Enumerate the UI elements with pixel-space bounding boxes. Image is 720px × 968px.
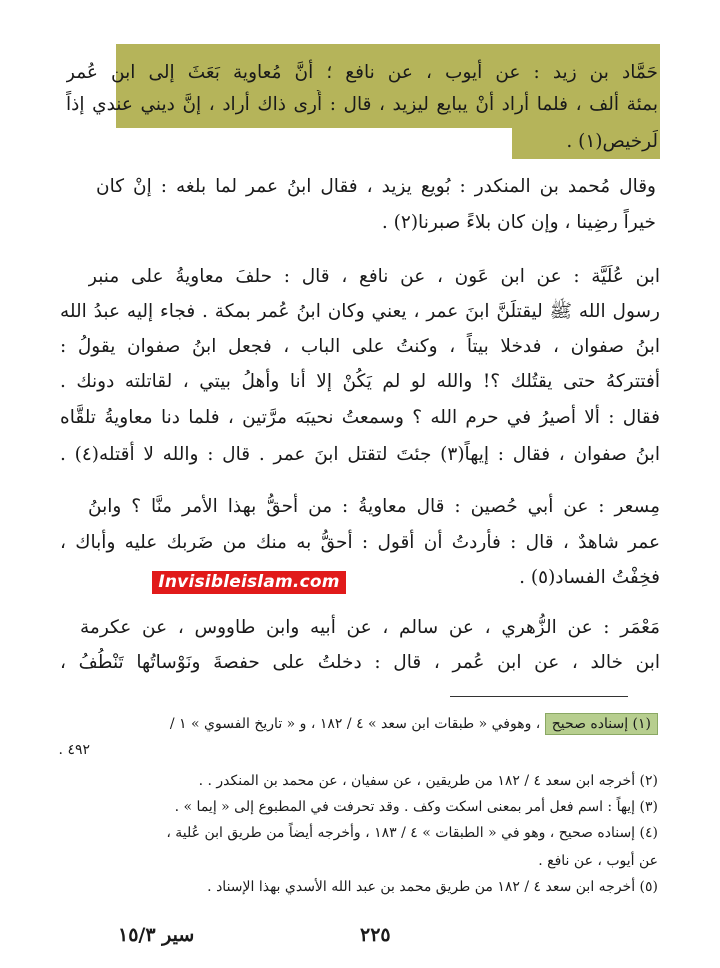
footnote-1-continuation: ٤٩٢ .	[58, 742, 90, 758]
footnote-5: (٥) أخرجه ابن سعد ٤ / ١٨٢ من طريق محمد بن عبد الله الأسدي بهذا الإسناد .	[207, 879, 658, 895]
text-line: فقال : ألا أصيرُ في حرم الله ؟ وسمعتُ نحيبَه مرَّتين ، فلما دنا معاويةُ تلقَّاه	[60, 407, 660, 428]
footnote-separator	[450, 696, 628, 697]
text-line: وقال مُحمد بن المنكدر : بُويع يزيد ، فقال ابنُ عمر لما بلغه : إنْ كان	[96, 176, 656, 197]
footnote-3: (٣) إيهاً : اسم فعل أمر بمعنى اسكت وكف . وقد تحرفت في المطبوع إلى « إيما » .	[174, 799, 658, 815]
text-line: لَرخيص(١) .	[566, 131, 658, 152]
page-number: ٢٢٥	[360, 924, 391, 946]
text-line: ابن خالد ، عن ابن عُمر ، قال : دخلتُ على حفصةَ ونَوْساتُها تَنْطُفُ ،	[60, 652, 660, 673]
text-line: مِسعر : عن أبي حُصين : قال معاويةُ : من أحقُّ بهذا الأمر منَّا ؟ وابنُ	[88, 496, 660, 517]
text-line: مَعْمَر : عن الزُّهري ، عن سالم ، عن أبيه وابن طاووس ، عن عكرمة	[80, 617, 660, 638]
footnote-2: (٢) أخرجه ابن سعد ٤ / ١٨٢ من طريقين ، عن سفيان ، عن محمد بن المنكدر . .	[198, 773, 658, 789]
text-line: ابن عُلَيَّة : عن ابن عَون ، عن نافع ، قال : حلفَ معاويةُ على منبر	[88, 266, 660, 287]
footnote-1-highlight: (١) إسناده صحيح	[545, 713, 658, 735]
footnote-4: (٤) إسناده صحيح ، وهو في « الطبقات » ٤ / ١٨٣ ، وأخرجه أيضاً من طريق ابن عُلية ،	[166, 825, 658, 841]
footnote-4-continuation: عن أيوب ، عن نافع .	[538, 853, 658, 869]
watermark-banner: Invisibleislam.com	[152, 571, 346, 594]
text-line: خيراً رضِينا ، وإن كان بلاءً صبرنا(٢) .	[381, 212, 656, 233]
text-line: أفتتركهُ حتى يقتُلك ؟! والله لو لم يَكُنْ إلا أنا وأهلُ بيتي ، لقاتلته دونك .	[60, 371, 660, 392]
text-line: رسول الله ﷺ ليقتلَنَّ ابنَ عمر ، يعني وكان ابنُ عُمر بمكة . فجاء إليه عبدُ الله	[60, 301, 660, 322]
text-line: فخِفْتُ الفساد(٥) .	[519, 567, 660, 588]
text-line: ابنُ صفوان ، فقال : إيهاً(٣) جئتَ لتقتل ابنَ عمر . قال : والله لا أقتله(٤) .	[60, 444, 660, 465]
text-line: ابنُ صفوان ، فدخلا بيتاً ، وكنتُ على الباب ، فجعل ابنُ صفوان يقولُ :	[60, 336, 660, 357]
footnote-1-text: ، وهوفي « طبقات ابن سعد » ٤ / ١٨٢ ، و « تاريخ الفسوي » ١ /	[169, 716, 541, 732]
running-footer: سير ١٥/٣	[118, 924, 195, 946]
text-line: بمئة ألف ، فلما أراد أنْ يبايع ليزيد ، قال : أُرى ذاك أراد ، إنَّ ديني عندي إذاً	[66, 94, 658, 115]
text-line: عمر شاهدٌ ، قال : فأردتُ أن أقول : أحقُّ به منك من ضَربك عليه وأباك ،	[60, 532, 660, 553]
footnote-1	[58, 713, 658, 735]
text-line: حَمَّاد بن زيد : عن أيوب ، عن نافع ؛ أنَّ مُعاوية بَعَثَ إلى ابن عُمر	[66, 62, 658, 83]
